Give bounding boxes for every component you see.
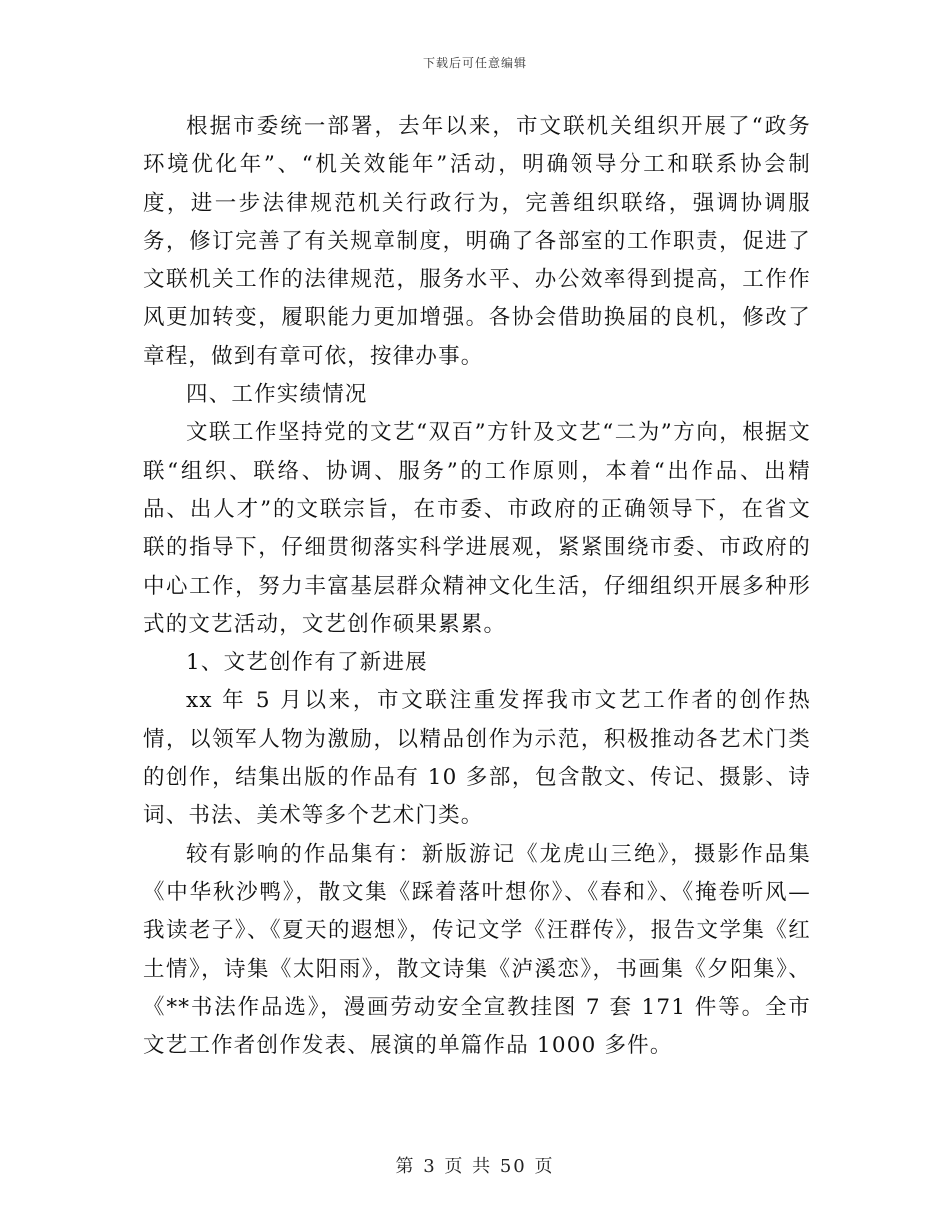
document-body	[143, 108, 811, 1065]
paragraph-work-style: 根据市委统一部署，去年以来，市文联机关组织开展了“政务环境优化年”、“机关效能年”活动，明确领导分工和联系协会制度，进一步法律规范机关行政行为，完善组织联络，强调协调服务，修订完善了有关规章制度，明确了各部室的工作职责，促进了文联机关工作的法律规范，服务水平、办公效率得到提高，工作作风更加转变，履职能力更加增强。各协会借助换届的良机，修改了章程，做到有章可依，按律办事。	[143, 114, 811, 369]
subsection-heading-creation: 1、文艺创作有了新进展	[186, 650, 428, 676]
paragraph-creation-progress: xx 年 5 月以来，市文联注重发挥我市文艺工作者的创作热情，以领军人物为激励，以精品创作为示范，积极推动各艺术门类的创作，结集出版的作品有 10 多部，包含散文、传记、摄影、诗词、书法、美术等多个艺术门类。	[143, 688, 811, 829]
page-number-footer: 第 3 页 共 50 页	[395, 1156, 555, 1177]
section-heading-achievements: 四、工作实绩情况	[186, 382, 368, 408]
paragraph-notable-works: 较有影响的作品集有：新版游记《龙虎山三绝》，摄影作品集《中华秋沙鸭》，散文集《踩着落叶想你》、《春和》、《掩卷听风—我读老子》、《夏天的遐想》，传记文学《汪群传》，报告文学集《红土情》，诗集《太阳雨》，散文诗集《泸溪恋》，书画集《夕阳集》、《**书法作品选》，漫画劳动安全宣教挂图 7 套 171 件等。全市文艺工作者创作发表、展演的单篇作品 1000 多件。	[143, 841, 811, 1059]
paragraph-principles: 文联工作坚持党的文艺“双百”方针及文艺“二为”方向，根据文联“组织、联络、协调、服务”的工作原则，本着“出作品、出精品、出人才”的文联宗旨，在市委、市政府的正确领导下，在省文联的指导下，仔细贯彻落实科学进展观，紧紧围绕市委、市政府的中心工作，努力丰富基层群众精神文化生活，仔细组织开展多种形式的文艺活动，文艺创作硕果累累。	[143, 420, 811, 637]
page-header-note: 下载后可任意编辑	[422, 56, 527, 70]
